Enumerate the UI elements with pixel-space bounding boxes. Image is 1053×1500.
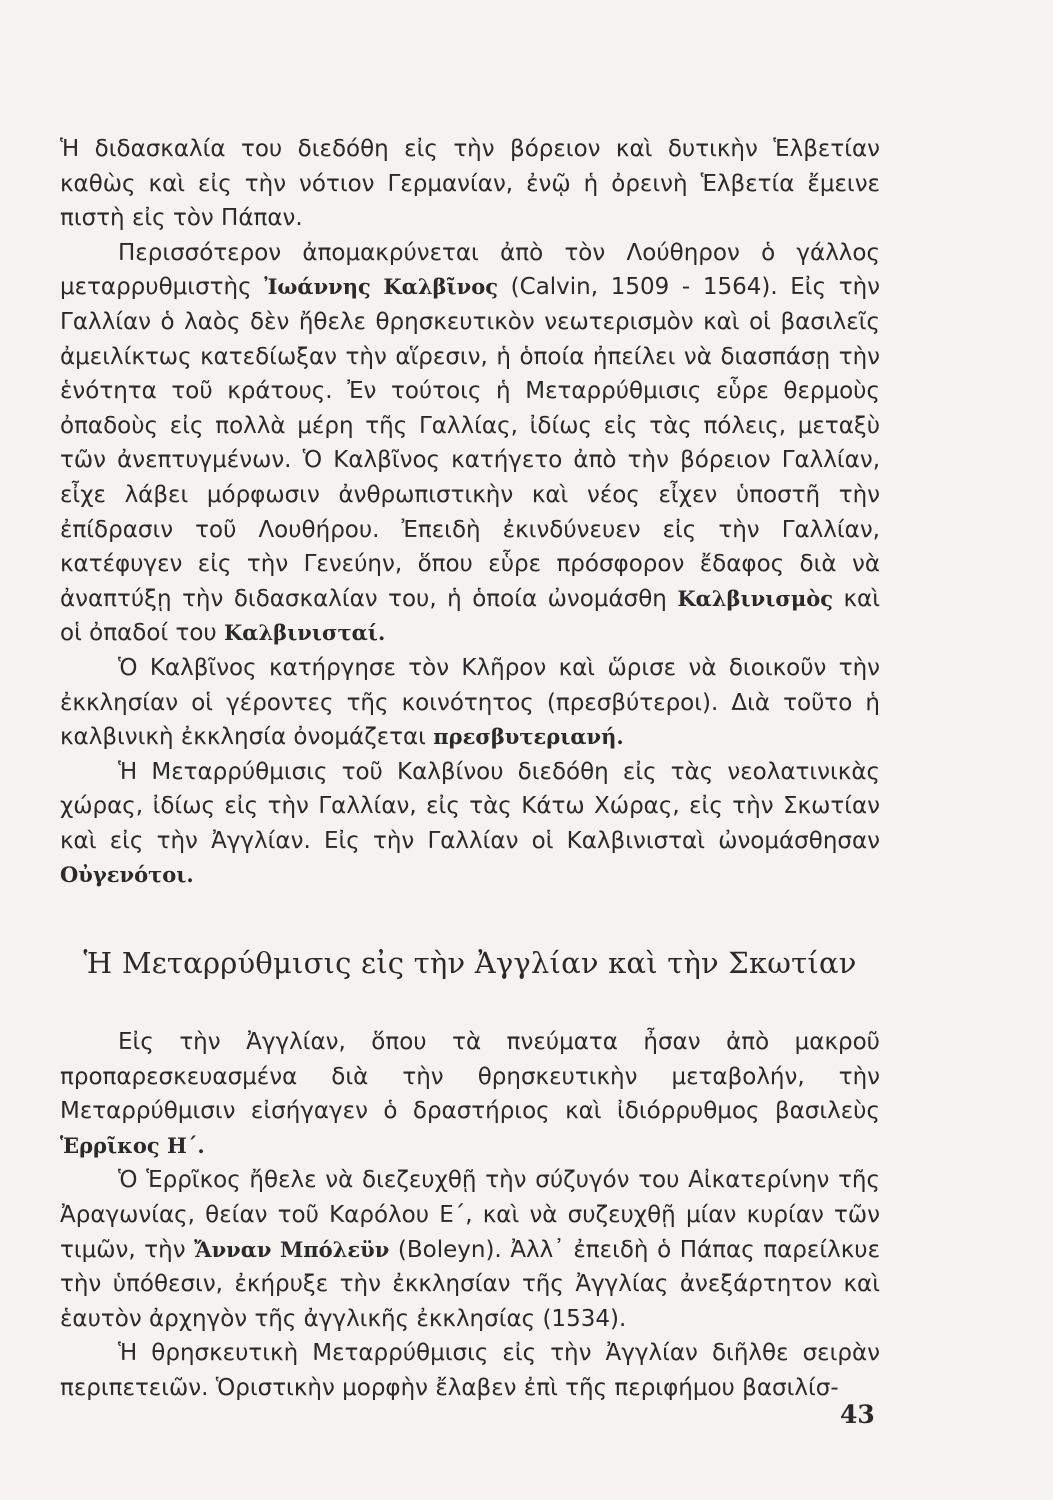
bold-term-presbyterian: πρεσβυτεριανή. xyxy=(433,724,624,750)
paragraph-huguenots: Ἡ Μεταρρύθμισις τοῦ Καλβίνου διεδόθη εἰς τὰς νεολατινικὰς χώρας, ἰδίως εἰς τὴν Γαλλίαν, εἰς τὰς Κάτω Χώρας, εἰς τὴν Σκωτίαν καὶ εἰς τὴν Ἀγγλίαν. Εἰς τὴν Γαλλίαν οἱ Καλβινισταὶ ὠνομάσθησαν Οὐγενότοι. xyxy=(60,758,880,888)
bold-name-henry: Ἑρρῖκος Η΄. xyxy=(60,1132,205,1158)
bold-term-huguenots: Οὐγενότοι. xyxy=(60,862,194,888)
paragraph-presbyterian: Ὁ Καλβῖνος κατήργησε τὸν Κλῆρον καὶ ὥρισε νὰ διοικοῦν τὴν ἐκκλησίαν οἱ γέροντες τῆς κοινότητος (πρεσβύτεροι). Διὰ τοῦτο ἡ καλβινικὴ ἐκκλησία ὀνομάζεται πρεσβυτεριανή. xyxy=(60,654,880,751)
text-block-england xyxy=(60,1025,880,1406)
page-number: 43 xyxy=(840,1400,875,1429)
bold-name-anne-boleyn: Ἄνναν Μπόλεϋν xyxy=(194,1236,390,1262)
bold-name-calvin: Ἰωάννης Καλβῖνος xyxy=(264,274,499,300)
paragraph-zwingli-spread: Ἡ διδασκαλία του διεδόθη εἰς τὴν βόρειον καὶ δυτικὴν Ἑλβετίαν καθὼς καὶ εἰς τὴν νότιον Γερμανίαν, ἐνῷ ἡ ὀρεινὴ Ἑλβετία ἔμεινε πιστὴ εἰς τὸν Πάπαν. xyxy=(60,136,880,232)
paragraph-england-intro: Εἰς τὴν Ἀγγλίαν, ὅπου τὰ πνεύματα ἦσαν ἀπὸ μακροῦ προπαρεσκευασμένα διὰ τὴν θρησκευτικὴν μεταβολήν, τὴν Μεταρρύθμισιν εἰσήγαγεν ὁ δραστήριος καὶ ἰδιόρρυθμος βασιλεὺς Ἑρρῖκος Η΄. xyxy=(60,1029,880,1158)
bold-term-calvinists: Καλβινισταί. xyxy=(224,620,386,646)
section-heading: Ἡ Μεταρρύθμισις εἰς τὴν Ἀγγλίαν καὶ τὴν Σκωτίαν xyxy=(83,946,857,980)
bold-term-calvinism: Καλβινισμὸς xyxy=(677,585,833,611)
paragraph-henry-divorce: Ὁ Ἑρρῖκος ἤθελε νὰ διεζευχθῇ τὴν σύζυγόν του Αἰκατερίνην τῆς Ἀραγωνίας, θείαν τοῦ Καρόλου Ε΄, καὶ νὰ συζευχθῇ μίαν κυρίαν τῶν τιμῶν, τὴν Ἄνναν Μπόλεϋν (Boleyn). Ἀλλ᾿ ἐπειδὴ ὁ Πάπας παρείλκυε τὴν ὑπόθεσιν, ἐκήρυξε τὴν ἐκκλησίαν τῆς Ἀγγλίας ἀνεξάρτητον καὶ ἑαυτὸν ἀρχηγὸν τῆς ἀγγλικῆς ἐκκλησίας (1534). xyxy=(60,1167,881,1332)
paragraph-calvin-intro: Περισσότερον ἀπομακρύνεται ἀπὸ τὸν Λούθηρον ὁ γάλλος μεταρρυθμιστὴς Ἰωάννης Καλβῖνος (Calvin, 1509 - 1564). Εἰς τὴν Γαλλίαν ὁ λαὸς δὲν ἤθελε θρησκευτικὸν νεωτερισμὸν καὶ οἱ βασιλεῖς ἀμειλίκτως κατεδίωξαν τὴν αἵρεσιν, ἡ ὁποία ἠπείλει νὰ διασπάσῃ τὴν ἑνότητα τοῦ κράτους. Ἐν τούτοις ἡ Μεταρρύθμισις εὗρε θερμοὺς ὀπαδοὺς εἰς πολλὰ μέρη τῆς Γαλλίας, ἰδίως εἰς τὰς πόλεις, μεταξὺ τῶν ἀνεπτυγμένων. Ὁ Καλβῖνος κατήγετο ἀπὸ τὴν βόρειον Γαλλίαν, εἶχε λάβει μόρφωσιν ἀνθρωπιστικὴν καὶ νέος εἶχεν ὑποστῆ τὴν ἐπίδρασιν τοῦ Λουθήρου. Ἐπειδὴ ἐκινδύνευεν εἰς τὴν Γαλλίαν, κατέφυγεν εἰς τὴν Γενεύην, ὅπου εὗρε πρόσφορον ἔδαφος διὰ νὰ ἀναπτύξῃ τὴν διδασκαλίαν του, ἡ ὁποία ὠνομάσθη Καλβινισμὸς καὶ οἱ ὀπαδοί του Καλβινισταί. xyxy=(60,239,880,647)
text-block-calvin xyxy=(60,132,880,893)
paragraph-england-reformation: Ἡ θρησκευτικὴ Μεταρρύθμισις εἰς τὴν Ἀγγλίαν διῆλθε σειρὰν περιπετειῶν. Ὁριστικὴν μορφὴν ἔλαβεν ἐπὶ τῆς περιφήμου βασιλίσ- xyxy=(60,1340,880,1401)
